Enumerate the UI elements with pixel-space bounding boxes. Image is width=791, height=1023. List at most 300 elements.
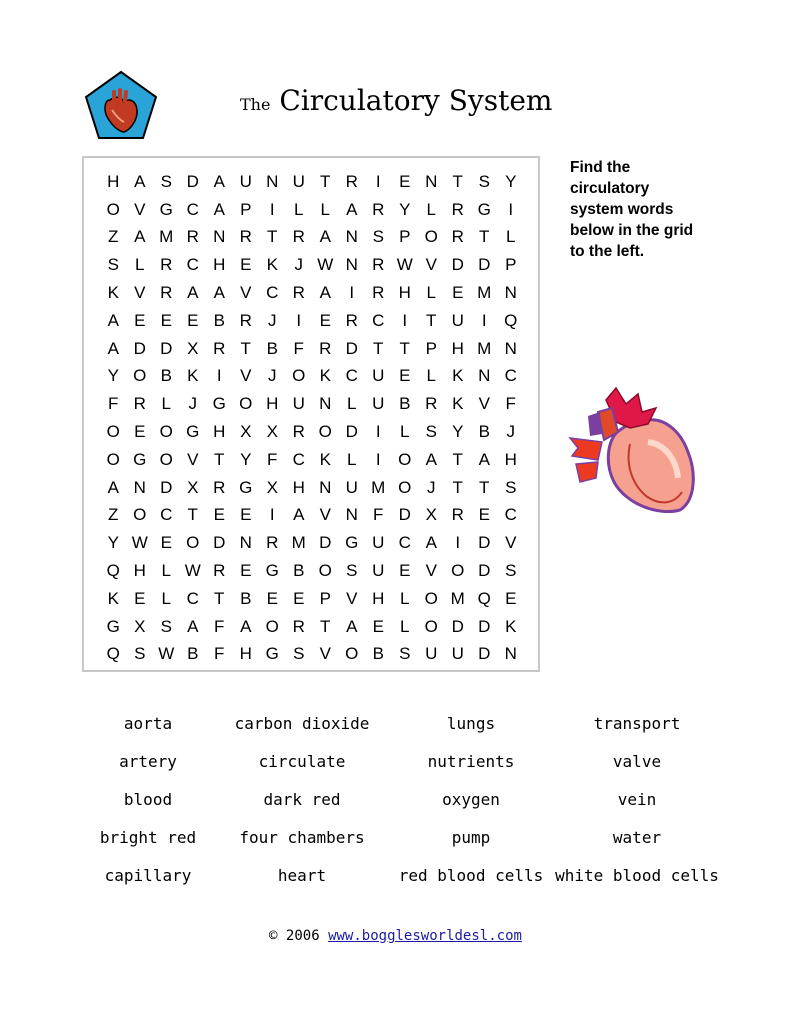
grid-row xyxy=(100,585,524,613)
grid-letter: H xyxy=(451,338,464,358)
grid-letter: J xyxy=(427,477,436,497)
grid-letter: O xyxy=(239,394,253,414)
grid-letter: L xyxy=(161,561,171,581)
grid-letter: H xyxy=(266,394,279,414)
grid-letter: L xyxy=(426,199,436,219)
grid-letter: H xyxy=(213,422,226,442)
word-list-row xyxy=(80,862,730,900)
grid-letter: G xyxy=(265,561,279,581)
grid-letter: E xyxy=(293,588,305,608)
grid-letter: R xyxy=(292,227,305,247)
grid-letter: A xyxy=(478,449,490,469)
grid-letter: Y xyxy=(399,199,411,219)
grid-row xyxy=(100,502,524,530)
grid-letter: R xyxy=(266,533,279,553)
grid-letter: T xyxy=(479,227,490,247)
grid-letter: I xyxy=(296,310,302,330)
grid-letter: N xyxy=(133,477,146,497)
instructions-line: below in the grid xyxy=(570,222,694,239)
grid-letter: P xyxy=(425,338,437,358)
grid-letter: D xyxy=(478,255,491,275)
grid-letter: U xyxy=(239,171,252,191)
word-item: white blood cells xyxy=(555,866,719,885)
grid-letter: I xyxy=(375,171,381,191)
grid-letter: V xyxy=(478,394,490,414)
grid-letter: Q xyxy=(477,588,491,608)
grid-letter: T xyxy=(452,477,463,497)
grid-letter: V xyxy=(187,449,199,469)
grid-letter: O xyxy=(424,227,438,247)
grid-letter: A xyxy=(425,533,437,553)
grid-letter: K xyxy=(452,394,464,414)
grid-letter: C xyxy=(160,505,173,525)
grid-letter: A xyxy=(134,171,146,191)
grid-letter: L xyxy=(506,227,516,247)
grid-letter: R xyxy=(213,561,226,581)
grid-letter: T xyxy=(426,310,437,330)
grid-letter: D xyxy=(186,171,199,191)
grid-letter: H xyxy=(292,477,305,497)
grid-letter: N xyxy=(504,338,517,358)
grid-letter: D xyxy=(319,533,332,553)
grid-letter: G xyxy=(212,394,226,414)
grid-letter: G xyxy=(477,199,491,219)
grid-letter: I xyxy=(375,422,381,442)
grid-letter: I xyxy=(269,199,275,219)
grid-letter: N xyxy=(319,477,332,497)
grid-letter: O xyxy=(451,561,465,581)
grid-letter: V xyxy=(505,533,517,553)
grid-letter: I xyxy=(455,533,461,553)
grid-row xyxy=(100,641,524,669)
grid-letter: T xyxy=(452,171,463,191)
grid-letter: X xyxy=(134,616,146,636)
grid-letter: E xyxy=(399,171,411,191)
grid-letter: O xyxy=(133,366,147,386)
grid-letter: V xyxy=(346,588,358,608)
grid-letter: I xyxy=(216,366,222,386)
grid-letter: N xyxy=(345,255,358,275)
grid-letter: S xyxy=(107,255,119,275)
grid-letter: H xyxy=(504,449,517,469)
grid-letter: N xyxy=(239,533,252,553)
grid-letter: M xyxy=(371,477,386,497)
grid-letter: B xyxy=(293,561,305,581)
grid-letter: A xyxy=(425,449,437,469)
grid-letter: L xyxy=(400,616,410,636)
grid-letter: R xyxy=(239,227,252,247)
grid-letter: N xyxy=(345,505,358,525)
grid-letter: L xyxy=(320,199,330,219)
grid-letter: H xyxy=(133,561,146,581)
grid-letter: K xyxy=(319,449,331,469)
grid-letter: V xyxy=(319,505,331,525)
grid-letter: C xyxy=(186,255,199,275)
grid-letter: E xyxy=(266,588,278,608)
grid-letter: Q xyxy=(106,561,120,581)
grid-letter: L xyxy=(294,199,304,219)
grid-letter: T xyxy=(320,616,331,636)
grid-letter: J xyxy=(506,422,515,442)
grid-letter: L xyxy=(426,366,436,386)
grid-letter: U xyxy=(451,310,464,330)
grid-letter: D xyxy=(451,255,464,275)
grid-letter: M xyxy=(291,533,306,553)
grid-letter: O xyxy=(106,422,120,442)
grid-letter: F xyxy=(214,616,225,636)
grid-letter: L xyxy=(161,588,171,608)
grid-letter: R xyxy=(292,422,305,442)
grid-letter: K xyxy=(319,366,331,386)
grid-letter: Q xyxy=(504,310,518,330)
grid-letter: C xyxy=(292,449,305,469)
word-item: transport xyxy=(593,714,681,733)
grid-row xyxy=(100,279,524,307)
grid-letter: R xyxy=(213,338,226,358)
instructions-line: system words xyxy=(570,201,674,218)
grid-letter: K xyxy=(107,283,119,303)
grid-letter: K xyxy=(505,616,517,636)
grid-letter: R xyxy=(425,394,438,414)
grid-letter: K xyxy=(452,366,464,386)
grid-letter: D xyxy=(345,338,358,358)
grid-letter: E xyxy=(399,366,411,386)
grid-letter: E xyxy=(160,533,172,553)
grid-letter: L xyxy=(347,449,357,469)
grid-letter: A xyxy=(346,199,358,219)
grid-letter: Y xyxy=(107,366,119,386)
grid-letter: N xyxy=(319,394,332,414)
instructions-line: Find the xyxy=(570,159,631,176)
grid-letter: G xyxy=(133,449,147,469)
grid-letter: L xyxy=(161,394,171,414)
grid-letter: F xyxy=(108,394,119,414)
word-search-grid xyxy=(100,168,524,668)
word-item: blood xyxy=(123,790,173,809)
grid-letter: T xyxy=(267,227,278,247)
grid-letter: E xyxy=(187,310,199,330)
grid-letter: O xyxy=(318,561,332,581)
grid-letter: A xyxy=(293,505,305,525)
grid-letter: N xyxy=(345,227,358,247)
grid-letter: S xyxy=(134,644,146,664)
grid-letter: B xyxy=(399,394,411,414)
website-link[interactable]: www.bogglesworldesl.com xyxy=(328,928,522,944)
word-list-row xyxy=(80,710,730,748)
grid-row xyxy=(100,168,524,196)
grid-letter: R xyxy=(292,283,305,303)
word-item: aorta xyxy=(123,714,173,733)
grid-letter: E xyxy=(319,310,331,330)
word-item: nutrients xyxy=(427,752,515,771)
grid-letter: A xyxy=(187,283,199,303)
grid-row xyxy=(100,390,524,418)
word-item: capillary xyxy=(104,866,192,885)
grid-letter: C xyxy=(186,588,199,608)
grid-letter: O xyxy=(424,588,438,608)
grid-letter: A xyxy=(134,227,146,247)
word-item: lungs xyxy=(446,714,496,733)
grid-letter: F xyxy=(214,644,225,664)
grid-letter: R xyxy=(372,283,385,303)
word-item: water xyxy=(612,828,662,847)
grid-letter: K xyxy=(107,588,119,608)
grid-letter: S xyxy=(160,616,172,636)
footer xyxy=(0,928,791,944)
grid-letter: A xyxy=(213,199,225,219)
grid-letter: R xyxy=(213,477,226,497)
grid-letter: W xyxy=(184,561,201,581)
grid-letter: X xyxy=(187,477,199,497)
grid-letter: T xyxy=(373,338,384,358)
word-item: four chambers xyxy=(239,828,365,847)
heart-pentagon-logo-icon xyxy=(84,70,158,140)
grid-letter: T xyxy=(214,588,225,608)
word-item: circulate xyxy=(258,752,346,771)
grid-letter: R xyxy=(239,310,252,330)
grid-letter: T xyxy=(399,338,410,358)
grid-letter: V xyxy=(240,366,252,386)
word-item: heart xyxy=(277,866,327,885)
grid-letter: L xyxy=(400,588,410,608)
grid-letter: Q xyxy=(106,644,120,664)
grid-letter: D xyxy=(398,505,411,525)
grid-letter: R xyxy=(319,338,332,358)
title-prefix: The xyxy=(240,95,271,114)
grid-letter: T xyxy=(214,449,225,469)
grid-row xyxy=(100,307,524,335)
grid-letter: O xyxy=(318,422,332,442)
grid-letter: O xyxy=(398,449,412,469)
grid-letter: B xyxy=(213,310,225,330)
grid-letter: A xyxy=(107,310,119,330)
grid-letter: I xyxy=(508,199,514,219)
word-item: bright red xyxy=(99,828,197,847)
grid-letter: D xyxy=(478,644,491,664)
grid-letter: X xyxy=(187,338,199,358)
grid-letter: I xyxy=(349,283,355,303)
grid-letter: V xyxy=(425,561,437,581)
grid-letter: D xyxy=(213,533,226,553)
grid-letter: L xyxy=(347,394,357,414)
grid-letter: A xyxy=(319,283,331,303)
grid-letter: P xyxy=(505,255,517,275)
grid-letter: F xyxy=(293,338,304,358)
grid-letter: Y xyxy=(452,422,464,442)
grid-letter: U xyxy=(292,394,305,414)
grid-letter: R xyxy=(160,283,173,303)
grid-letter: G xyxy=(186,422,200,442)
grid-letter: E xyxy=(134,310,146,330)
grid-letter: F xyxy=(267,449,278,469)
grid-letter: I xyxy=(269,505,275,525)
grid-letter: E xyxy=(213,505,225,525)
grid-letter: H xyxy=(372,588,385,608)
grid-letter: B xyxy=(160,366,172,386)
grid-letter: G xyxy=(159,199,173,219)
grid-letter: R xyxy=(133,394,146,414)
grid-letter: A xyxy=(319,227,331,247)
grid-letter: O xyxy=(292,366,306,386)
grid-letter: U xyxy=(372,533,385,553)
grid-letter: N xyxy=(504,283,517,303)
grid-letter: R xyxy=(372,255,385,275)
grid-letter: M xyxy=(477,283,492,303)
word-item: red blood cells xyxy=(398,866,544,885)
grid-letter: G xyxy=(265,644,279,664)
grid-letter: A xyxy=(107,338,119,358)
grid-letter: W xyxy=(396,255,413,275)
word-item: artery xyxy=(119,752,177,771)
grid-letter: S xyxy=(160,171,172,191)
grid-letter: B xyxy=(478,422,490,442)
grid-row xyxy=(100,418,524,446)
grid-letter: G xyxy=(239,477,253,497)
word-item: valve xyxy=(612,752,662,771)
grid-letter: C xyxy=(504,366,517,386)
grid-letter: H xyxy=(239,644,252,664)
grid-letter: I xyxy=(481,310,487,330)
grid-letter: H xyxy=(107,171,120,191)
title-main: Circulatory System xyxy=(279,84,553,117)
grid-letter: L xyxy=(400,422,410,442)
grid-letter: T xyxy=(452,449,463,469)
grid-row xyxy=(100,613,524,641)
grid-letter: D xyxy=(160,338,173,358)
grid-letter: C xyxy=(345,366,358,386)
grid-letter: R xyxy=(451,199,464,219)
grid-letter: E xyxy=(399,561,411,581)
grid-letter: R xyxy=(186,227,199,247)
grid-letter: R xyxy=(451,505,464,525)
grid-letter: C xyxy=(266,283,279,303)
grid-letter: U xyxy=(372,394,385,414)
grid-letter: S xyxy=(372,227,384,247)
grid-letter: O xyxy=(186,533,200,553)
grid-letter: B xyxy=(187,644,199,664)
grid-letter: D xyxy=(478,616,491,636)
grid-letter: V xyxy=(240,283,252,303)
grid-row xyxy=(100,251,524,279)
grid-letter: Y xyxy=(107,533,119,553)
grid-letter: E xyxy=(240,255,252,275)
grid-letter: A xyxy=(107,477,119,497)
word-list-row xyxy=(80,786,730,824)
grid-letter: B xyxy=(266,338,278,358)
page-title xyxy=(240,84,552,117)
grid-row xyxy=(100,224,524,252)
grid-row xyxy=(100,529,524,557)
grid-letter: O xyxy=(345,644,359,664)
grid-letter: N xyxy=(266,171,279,191)
grid-letter: J xyxy=(188,394,197,414)
grid-letter: D xyxy=(345,422,358,442)
grid-letter: O xyxy=(265,616,279,636)
grid-letter: G xyxy=(106,616,120,636)
grid-letter: W xyxy=(158,644,175,664)
grid-letter: D xyxy=(451,616,464,636)
word-item: dark red xyxy=(263,790,341,809)
word-item: pump xyxy=(451,828,491,847)
grid-letter: D xyxy=(478,533,491,553)
grid-letter: O xyxy=(133,505,147,525)
word-item: carbon dioxide xyxy=(234,714,370,733)
grid-letter: E xyxy=(372,616,384,636)
grid-letter: T xyxy=(320,171,331,191)
grid-letter: V xyxy=(425,255,437,275)
grid-letter: R xyxy=(451,227,464,247)
grid-letter: U xyxy=(372,366,385,386)
grid-row xyxy=(100,474,524,502)
grid-letter: L xyxy=(426,283,436,303)
grid-letter: N xyxy=(425,171,438,191)
grid-letter: V xyxy=(319,644,331,664)
grid-letter: Y xyxy=(505,171,517,191)
grid-row xyxy=(100,446,524,474)
grid-letter: A xyxy=(213,283,225,303)
grid-letter: R xyxy=(345,171,358,191)
grid-letter: A xyxy=(240,616,252,636)
grid-letter: P xyxy=(399,227,411,247)
grid-letter: F xyxy=(373,505,384,525)
grid-letter: A xyxy=(187,616,199,636)
grid-letter: U xyxy=(292,171,305,191)
heart-illustration-icon xyxy=(568,382,698,518)
grid-letter: N xyxy=(213,227,226,247)
grid-letter: C xyxy=(398,533,411,553)
grid-letter: J xyxy=(268,310,277,330)
grid-letter: C xyxy=(186,199,199,219)
grid-row xyxy=(100,557,524,585)
grid-letter: M xyxy=(450,588,465,608)
grid-letter: D xyxy=(133,338,146,358)
grid-letter: S xyxy=(478,171,490,191)
grid-letter: B xyxy=(372,644,384,664)
grid-letter: B xyxy=(240,588,252,608)
grid-letter: U xyxy=(372,561,385,581)
grid-letter: C xyxy=(372,310,385,330)
instructions-line: to the left. xyxy=(570,243,645,260)
grid-letter: S xyxy=(505,561,517,581)
grid-letter: D xyxy=(478,561,491,581)
grid-letter: A xyxy=(213,171,225,191)
grid-letter: K xyxy=(187,366,199,386)
grid-letter: F xyxy=(505,394,516,414)
word-item: oxygen xyxy=(442,790,500,809)
grid-letter: E xyxy=(134,422,146,442)
grid-letter: X xyxy=(425,505,437,525)
grid-letter: S xyxy=(293,644,305,664)
grid-letter: J xyxy=(294,255,303,275)
grid-letter: Z xyxy=(108,505,119,525)
grid-letter: I xyxy=(375,449,381,469)
grid-letter: N xyxy=(504,644,517,664)
word-list xyxy=(80,710,730,900)
grid-letter: X xyxy=(266,477,278,497)
grid-letter: C xyxy=(504,505,517,525)
grid-letter: T xyxy=(240,338,251,358)
grid-letter: O xyxy=(159,449,173,469)
grid-letter: S xyxy=(505,477,517,497)
grid-letter: H xyxy=(213,255,226,275)
grid-row xyxy=(100,363,524,391)
grid-letter: K xyxy=(266,255,278,275)
grid-letter: U xyxy=(345,477,358,497)
grid-letter: L xyxy=(135,255,145,275)
grid-letter: R xyxy=(345,310,358,330)
grid-letter: O xyxy=(106,199,120,219)
word-list-row xyxy=(80,824,730,862)
